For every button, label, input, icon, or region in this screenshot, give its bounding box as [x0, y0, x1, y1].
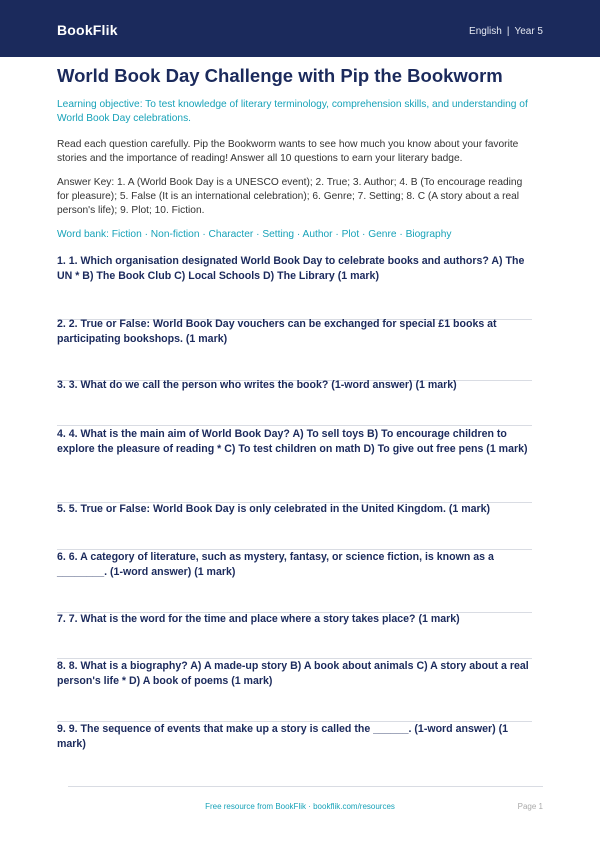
question-9: 9. 9. The sequence of events that make up a story is called the ______. (1-word answer) (1 mark)	[57, 723, 508, 750]
brand-logo[interactable]: BookFlik	[57, 22, 118, 38]
answer-line-3[interactable]	[57, 425, 532, 426]
question-8: 8. 8. What is a biography? A) A made-up story B) A book about animals C) A story about a real person's life * D) A book of poems (1 mark)	[57, 660, 529, 687]
question-7: 7. 7. What is the word for the time and place where a story takes place? (1 mark)	[57, 613, 460, 625]
question-5: 5. 5. True or False: World Book Day is only celebrated in the United Kingdom. (1 mark)	[57, 503, 491, 515]
question-4: 4. 4. What is the main aim of World Book Day? A) To sell toys B) To encourage children to explore the pleasure of reading * C) To test children on math D) To give out free pens (1 mark)	[57, 428, 528, 455]
word-bank: Word bank: Fiction · Non-fiction · Character · Setting · Author · Plot · Genre · Biography	[57, 229, 452, 240]
instructions: Read each question carefully. Pip the Bookworm wants to see how much you know about your favorite stories and the importance of reading! Answer all 10 questions to earn your literary badge.	[57, 139, 519, 164]
header-bar	[0, 0, 600, 57]
subject-label: English	[469, 26, 502, 37]
question-3: 3. 3. What do we call the person who writes the book? (1-word answer) (1 mark)	[57, 379, 457, 391]
header-meta	[469, 26, 543, 37]
footer-divider	[68, 786, 543, 787]
question-6: 6. 6. A category of literature, such as mystery, fantasy, or science fiction, is known as a ________. (1-word answer) (1 mark)	[57, 551, 494, 578]
footer-link[interactable]: Free resource from BookFlik · bookflik.com/resources	[205, 802, 395, 811]
answer-key: Answer Key: 1. A (World Book Day is a UNESCO event); 2. True; 3. Author; 4. B (To encourage reading for pleasure); 5. False (It is an international celebration); 6. Genre; 7. Setting; 8. C (A story about a real person's life); 9. Plot; 10. Fiction.	[57, 177, 523, 216]
meta-separator: |	[506, 26, 510, 37]
page-number: Page 1	[517, 802, 543, 811]
question-1: 1. 1. Which organisation designated World Book Day to celebrate books and authors? A) The UN * B) The Book Club C) Local Schools D) The Library (1 mark)	[57, 255, 525, 282]
worksheet-intro	[57, 64, 533, 242]
year-label: Year 5	[514, 26, 543, 37]
page-title: World Book Day Challenge with Pip the Bookworm	[57, 65, 503, 86]
learning-objective: Learning objective: To test knowledge of literary terminology, comprehension skills, and understanding of World Book Day celebrations.	[57, 99, 528, 124]
question-2: 2. 2. True or False: World Book Day vouchers can be exchanged for special £1 books at participating bookshops. (1 mark)	[57, 318, 497, 345]
